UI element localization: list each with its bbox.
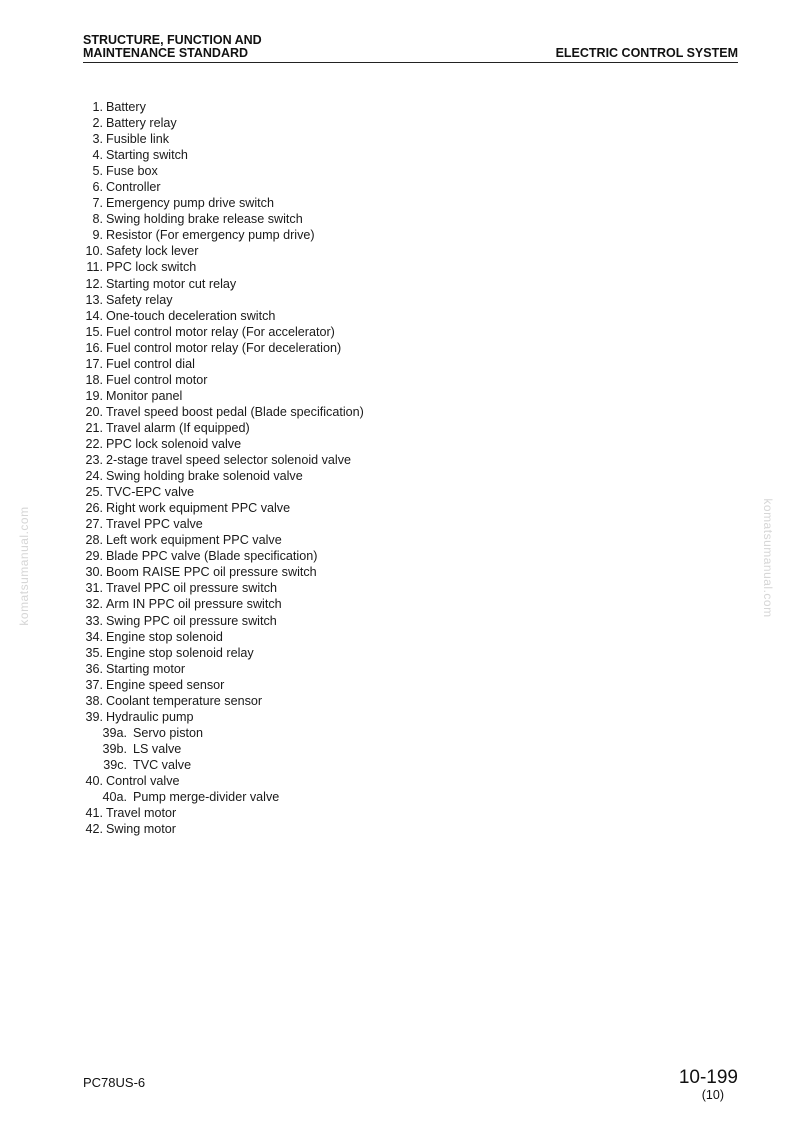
part-label: Engine stop solenoid relay [106,645,254,660]
part-number: 18. [85,372,103,387]
parts-list-item [70,821,570,837]
parts-list-item [70,292,570,308]
parts-list-item [70,356,570,372]
part-number: 31. [85,581,103,596]
part-number: 40. [85,773,103,788]
parts-list-item [70,436,570,452]
parts-list-item [70,243,570,259]
part-number: 41. [85,806,103,821]
part-number: 1. [92,100,103,114]
part-number: 39b. [102,741,127,756]
part-number: 8. [92,212,103,227]
parts-list [70,99,570,837]
part-number: 16. [85,340,103,355]
part-label: TVC valve [133,757,192,772]
part-label: LS valve [133,741,182,756]
parts-list-item [70,163,570,179]
part-label: Safety lock lever [106,244,199,259]
parts-list-item [70,500,570,516]
part-number: 11. [86,260,103,275]
part-number: 4. [92,148,103,163]
part-number: 26. [85,501,103,516]
part-number: 21. [85,420,103,435]
part-number: 37. [85,677,103,692]
part-number: 42. [85,822,103,837]
parts-list-item [70,452,570,468]
parts-list-item [70,709,570,725]
section-title-line1: STRUCTURE, FUNCTION AND [83,33,262,47]
parts-list-subitem [70,725,570,741]
parts-list-item [70,340,570,356]
parts-list-item [70,115,570,131]
header-divider [83,62,738,63]
part-number: 25. [85,485,103,500]
part-label: Boom RAISE PPC oil pressure switch [106,565,317,580]
part-label: Fuel control dial [106,356,195,371]
part-number: 9. [92,228,103,243]
part-number: 13. [85,292,103,307]
parts-list-item [70,372,570,388]
parts-list-item [70,677,570,693]
page-number: 10-199 [678,1067,738,1088]
part-number: 6. [92,180,103,195]
part-number: 24. [85,469,103,484]
part-label: Swing holding brake solenoid valve [106,469,303,484]
part-label: Servo piston [133,725,204,740]
part-number: 32. [85,597,103,612]
part-number: 38. [85,693,103,708]
part-label: Battery [106,100,146,114]
parts-list-item [70,308,570,324]
part-label: Pump merge-divider valve [133,790,280,805]
part-label: Emergency pump drive switch [106,196,274,211]
part-label: Swing PPC oil pressure switch [106,613,277,628]
part-label: Blade PPC valve (Blade specification) [106,549,318,564]
part-number: 33. [85,613,103,628]
page-revision: (10) [701,1088,724,1102]
part-number: 39c. [103,757,127,772]
part-label: Monitor panel [106,388,183,403]
parts-list-item [70,227,570,243]
section-title-line2: MAINTENANCE STANDARD [83,46,249,60]
part-number: 28. [85,533,103,548]
parts-list-item [70,516,570,532]
part-label: Engine speed sensor [106,677,225,692]
part-label: Starting switch [106,148,188,163]
part-label: One-touch deceleration switch [106,308,276,323]
part-number: 35. [85,645,103,660]
parts-list-item [70,564,570,580]
parts-list-item [70,596,570,612]
part-label: Resistor (For emergency pump drive) [106,228,315,243]
part-label: Control valve [106,773,180,788]
chapter-title: ELECTRIC CONTROL SYSTEM [555,46,738,60]
parts-list-item [70,99,570,115]
parts-list-item [70,420,570,436]
part-number: 30. [85,565,103,580]
part-number: 14. [85,308,103,323]
part-number: 2. [92,116,103,131]
part-number: 12. [85,276,103,291]
part-label: Arm IN PPC oil pressure switch [106,597,282,612]
part-number: 17. [85,356,103,371]
part-label: Starting motor cut relay [106,276,237,291]
part-label: Travel motor [106,806,177,821]
watermark-right: komatsumanual.com [761,498,775,618]
part-label: Fuel control motor [106,372,208,387]
parts-list-item [70,131,570,147]
part-number: 7. [92,196,103,211]
part-number: 22. [85,436,103,451]
part-label: Starting motor [106,661,186,676]
parts-list-item [70,773,570,789]
part-label: 2-stage travel speed selector solenoid valve [106,453,352,468]
part-number: 20. [85,404,103,419]
parts-list-item [70,211,570,227]
parts-list-item [70,629,570,645]
watermark-left: komatsumanual.com [17,506,31,626]
part-number: 3. [92,132,103,147]
part-label: Travel PPC valve [106,517,203,532]
part-number: 34. [85,629,103,644]
parts-list-item [70,147,570,163]
parts-list-item [70,661,570,677]
part-number: 36. [85,661,103,676]
part-label: Swing motor [106,822,176,837]
part-number: 40a. [102,790,127,805]
part-label: PPC lock solenoid valve [106,436,242,451]
parts-list-item [70,805,570,821]
parts-list-item [70,645,570,661]
model-code: PC78US-6 [83,1075,146,1090]
part-number: 27. [85,517,103,532]
part-label: Travel alarm (If equipped) [106,420,250,435]
parts-list-item [70,580,570,596]
parts-list-item [70,404,570,420]
part-number: 39a. [102,725,127,740]
part-number: 29. [85,549,103,564]
part-label: Fuel control motor relay (For accelerator) [106,324,335,339]
part-number: 15. [85,324,103,339]
part-label: Safety relay [106,292,173,307]
parts-list-item [70,259,570,275]
part-label: Fuel control motor relay (For deceleration) [106,340,342,355]
section-title [83,34,262,60]
part-label: Battery relay [106,116,177,131]
parts-list-item [70,613,570,629]
parts-list-item [70,276,570,292]
part-number: 19. [85,388,103,403]
part-number: 23. [85,453,103,468]
part-label: Right work equipment PPC valve [106,501,291,516]
part-label: Left work equipment PPC valve [106,533,282,548]
part-label: Engine stop solenoid [106,629,223,644]
part-label: Controller [106,180,161,195]
parts-list-subitem [70,757,570,773]
parts-list-item [70,388,570,404]
part-label: Coolant temperature sensor [106,693,263,708]
part-label: Swing holding brake release switch [106,212,303,227]
parts-list-item [70,195,570,211]
part-label: Fuse box [106,164,158,179]
part-label: TVC-EPC valve [106,485,195,500]
part-label: Travel speed boost pedal (Blade specification) [106,404,364,419]
parts-list-item [70,324,570,340]
parts-list-item [70,532,570,548]
part-label: Fusible link [106,132,169,147]
parts-list-item [70,693,570,709]
part-number: 10. [85,244,103,259]
part-number: 39. [85,709,103,724]
part-number: 5. [92,164,103,179]
part-label: Hydraulic pump [106,709,194,724]
parts-list-item [70,179,570,195]
parts-list-subitem [70,789,570,805]
part-label: PPC lock switch [106,260,197,275]
parts-list-item [70,468,570,484]
parts-list-item [70,548,570,564]
part-label: Travel PPC oil pressure switch [106,581,277,596]
parts-list-subitem [70,741,570,757]
parts-list-item [70,484,570,500]
